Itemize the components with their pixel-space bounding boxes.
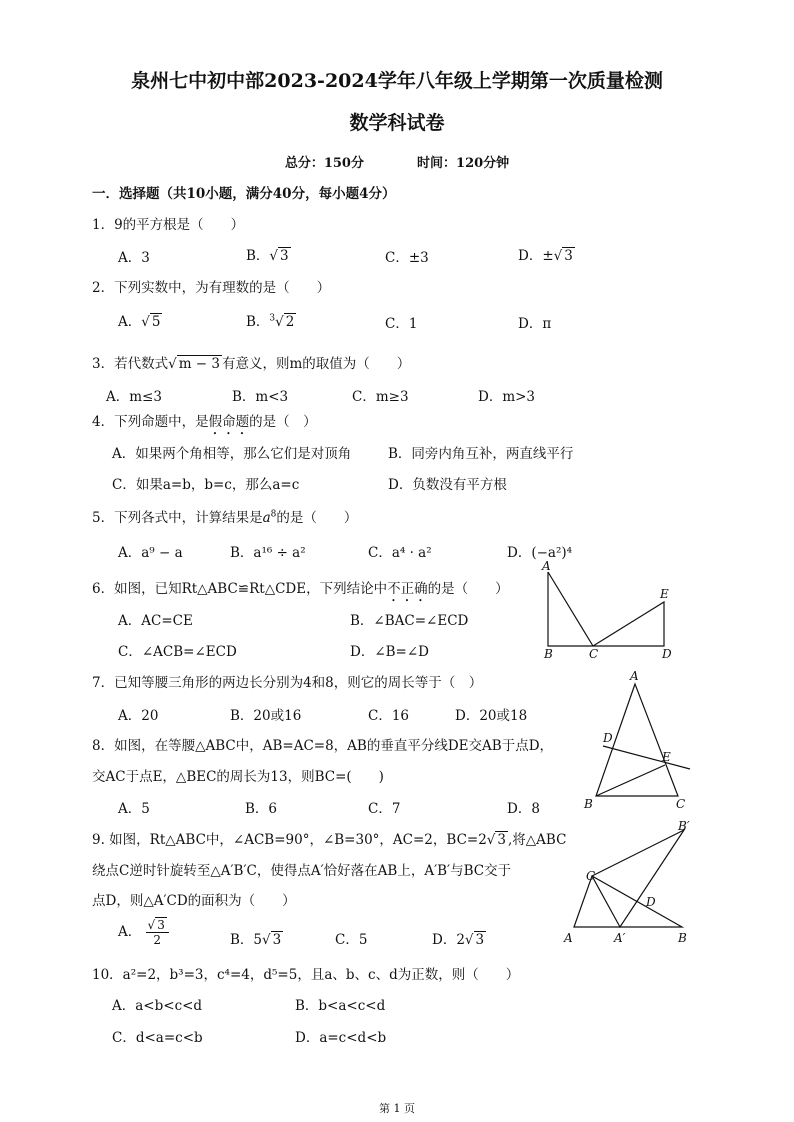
q9-option-d: D．2√ 3 — [432, 932, 485, 948]
q7-option-b: B．20或16 — [230, 708, 302, 724]
fig6-label-c: C — [589, 647, 599, 660]
fig6-label-b: B — [544, 647, 553, 660]
fig8-label-b: B — [584, 797, 593, 811]
q6-option-d: D．∠B=∠D — [350, 644, 430, 660]
q4-option-b: B．同旁内角互补，两直线平行 — [388, 446, 574, 462]
figure-q6 — [536, 560, 686, 660]
q2-option-d: D．π — [518, 316, 552, 332]
q4-option-a: A．如果两个角相等，那么它们是对顶角 — [112, 446, 352, 462]
question-2-stem: 2．下列实数中，为有理数的是（ ） — [92, 280, 331, 296]
question-9-stem-line3: 点D，则△A′CD的面积为（ ） — [92, 893, 296, 909]
q2-option-c: C．1 — [385, 316, 418, 332]
fig8-label-e: E — [662, 750, 671, 764]
q9-option-b: B．5√ 3 — [230, 932, 282, 948]
q10-option-a: A．a<b<c<d — [112, 998, 203, 1014]
q6-option-b: B．∠BAC=∠ECD — [350, 613, 469, 629]
q1-option-d: D．±√ 3 — [518, 248, 573, 264]
figure-q8 — [578, 668, 694, 814]
section-title: 一．选择题（共10小题，满分40分，每小题4分） — [92, 186, 396, 202]
q7-option-d: D．20或18 — [455, 708, 528, 724]
page-number: 第 1 页 — [379, 1102, 415, 1115]
fig8-label-d: D — [603, 731, 613, 745]
question-10-stem: 10．a²=2，b³=3，c⁴=4，d⁵=5，且a、b、c、d为正数，则（ ） — [92, 967, 520, 983]
q2-option-a: A．√ 5 — [118, 314, 161, 330]
question-5-stem: 5．下列各式中，计算结果是$a^8$的是（ ） — [92, 509, 358, 526]
q1-option-b: B．√ 3 — [246, 248, 289, 264]
q6-option-c: C．∠ACB=∠ECD — [118, 644, 237, 660]
q4-option-d: D．负数没有平方根 — [388, 477, 507, 493]
question-6-stem: 6．如图，已知Rt△ABC≌Rt△CDE，下列结论中不正确的是（ ） — [92, 581, 509, 597]
fig8-perpendicular-bisector — [603, 746, 690, 769]
q3-option-a: A．m≤3 — [106, 389, 162, 405]
q3-option-d: D．m>3 — [478, 389, 536, 405]
question-4-stem: 4．下列命题中，是假命题的是（ ） — [92, 414, 317, 430]
fig6-side-ac — [548, 572, 593, 646]
fig9-label-d: D — [646, 895, 656, 909]
fig9-label-a-prime: A′ — [614, 931, 626, 945]
fig8-segment-be — [596, 765, 665, 796]
q5-option-c: C．a⁴ · a² — [368, 545, 432, 561]
question-8-stem-line2: 交AC于点E，△BEC的周长为13，则BC=( ) — [92, 769, 384, 785]
q4-option-c: C．如果a=b，b=c，那么a=c — [112, 477, 300, 493]
q10-option-d: D．a=c<d<b — [295, 1030, 387, 1046]
question-1-stem: 1．9的平方根是（ ） — [92, 217, 245, 233]
figure-q9 — [560, 818, 700, 952]
fig6-label-a: A — [542, 560, 551, 573]
q8-option-d: D．8 — [507, 801, 540, 817]
q8-option-b: B．6 — [245, 801, 278, 817]
q1-option-c: C．±3 — [385, 250, 429, 266]
fig8-label-c: C — [676, 797, 686, 811]
q5-option-b: B．a¹⁶ ÷ a² — [230, 545, 306, 561]
question-9-stem-line1: 9. 如图，Rt△ABC中，∠ACB=90°，∠B=30°，AC=2，BC=2√ 3 ,将△ABC — [92, 832, 567, 848]
q7-option-c: C．16 — [368, 708, 410, 724]
q3-option-b: B．m<3 — [232, 389, 289, 405]
question-8-stem-line1: 8．如图，在等腰△ABC中，AB=AC=8，AB的垂直平分线DE交AB于点D， — [92, 738, 554, 754]
fig9-label-c: C — [586, 869, 596, 883]
q6-option-a: A．AC=CE — [118, 613, 193, 629]
exam-meta — [0, 152, 794, 171]
fig6-triangle-cde — [593, 602, 664, 646]
question-9-stem-line2: 绕点C逆时针旋转至△A′B′C，使得点A′恰好落在AB上，A′B′与BC交于 — [92, 863, 512, 879]
exam-time: 时间：120分钟 — [417, 156, 510, 171]
question-7-stem: 7．已知等腰三角形的两边长分别为4和8，则它的周长等于（ ） — [92, 675, 483, 691]
q9-option-c: C．5 — [335, 932, 368, 948]
q8-option-a: A．5 — [118, 801, 150, 817]
q8-option-c: C．7 — [368, 801, 401, 817]
q10-option-b: B．b<a<c<d — [295, 998, 386, 1014]
q9-option-a: A． $\frac{√ 3}{2}$ — [118, 918, 169, 947]
q2-option-b: B．$^3$√ 2 — [246, 313, 295, 330]
total-score: 总分：150分 — [284, 156, 364, 171]
q10-option-c: C．d<a=c<b — [112, 1030, 203, 1046]
q1-option-a: A．3 — [118, 250, 150, 266]
fig9-triangle-abc — [574, 876, 682, 927]
q5-option-d: D．(−a²)⁴ — [507, 545, 573, 561]
fig9-label-b: B — [678, 931, 687, 945]
q3-option-c: C．m≥3 — [352, 389, 409, 405]
fig8-label-a: A — [630, 669, 639, 683]
fig6-label-e: E — [660, 587, 669, 601]
fig9-triangle-a-b-c-rotated — [592, 830, 684, 927]
page-subtitle: 数学科试卷 — [349, 112, 445, 134]
q5-option-a: A．a⁹ − a — [118, 545, 183, 561]
fig9-label-b-prime: B′ — [678, 819, 690, 833]
fig6-label-d: D — [662, 647, 672, 660]
q7-option-a: A．20 — [118, 708, 159, 724]
question-3-stem: 3．若代数式√ m − 3 有意义，则m的取值为（ ） — [92, 356, 411, 372]
fig9-label-a: A — [564, 931, 573, 945]
page-title: 泉州七中初中部2023-2024学年八年级上学期第一次质量检测 — [131, 70, 663, 92]
